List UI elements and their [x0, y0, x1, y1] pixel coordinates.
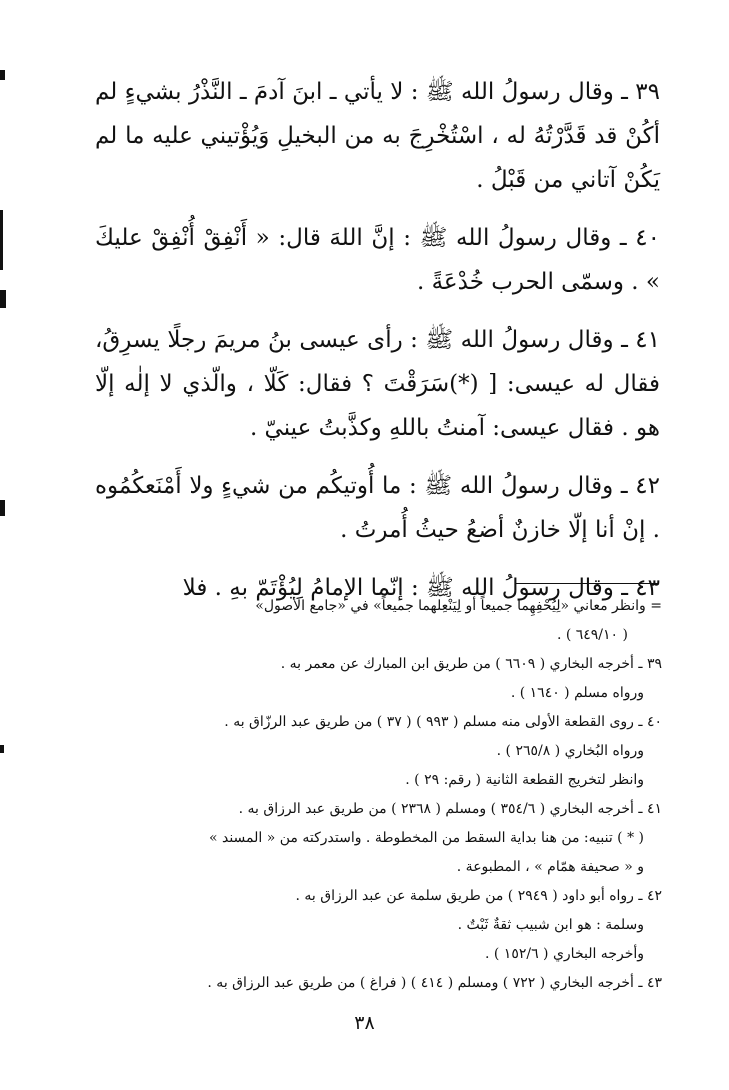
- footnote-continued: = وانظر معاني «لِيُحْفِهِما جميعاً أو لِيَنْعِلهما جميعاً» في «جامع الأصول»: [255, 598, 662, 614]
- footnote-42-cont2: وأخرجه البخاري ( ١٥٢/٦ ) .: [484, 946, 644, 962]
- main-text: [95, 70, 660, 624]
- footnote-41-note-cont: و « صحيفة همّام » ، المطبوعة .: [456, 859, 644, 875]
- footnote-41: ٤١ ـ أخرجه البخاري ( ٣٥٤/٦ ) ومسلم ( ٢٣٦٨ ) من طريق عبد الرزاق به .: [238, 801, 662, 817]
- hadith-43: ٤٣ ـ وقال رسولُ الله ﷺ : إنّما الإمامُ لِيُؤْتَمّ بهِ . فلا: [182, 575, 660, 601]
- footnote-40-cont: ورواه البُخاري ( ٢٦٥/٨ ) .: [496, 743, 644, 759]
- hadith-41: ٤١ ـ وقال رسولُ الله ﷺ : رأى عيسى بنُ مريمَ رجلًا يسرِقُ، فقال له عيسى: [ (*)سَرَقْتَ ؟ فقال: كَلّا ، والّذي لا إلٰه إلّا هو . فقال عيسى: آمنتُ باللهِ وكذَّبتُ عينيّ .: [95, 327, 660, 441]
- margin-mark-5: [0, 745, 4, 753]
- footnote-43: ٤٣ ـ أخرجه البخاري ( ٧٢٢ ) ومسلم ( ٤١٤ ) ( فراغ ) من طريق عبد الرزاق به .: [207, 975, 662, 991]
- margin-mark-4: [0, 500, 5, 516]
- page-number: ٣٨: [354, 1012, 375, 1034]
- footnote-continued-ref: ( ٦٤٩/١٠ ) .: [556, 627, 628, 643]
- footnote-39-cont: ورواه مسلم ( ١٦٤٠ ) .: [510, 685, 644, 701]
- footnote-42: ٤٢ ـ رواه أبو داود ( ٢٩٤٩ ) من طريق سلمة عن عبد الرزاق به .: [295, 888, 662, 904]
- footnote-42-cont: وسلمة : هو ابن شبيب ثقةٌ ثَبْتٌ .: [457, 917, 644, 933]
- margin-mark-2: [0, 210, 3, 270]
- margin-mark-1: [0, 70, 5, 80]
- margin-mark-3: [0, 290, 6, 308]
- hadith-39: ٣٩ ـ وقال رسولُ الله ﷺ : لا يأتي ـ ابنَ آدمَ ـ النَّذْرُ بشيءٍ لم أكُنْ قد قَدَّرْتُهُ له ، اسْتُخْرِجَ به من البخيلِ وَيُؤْتيني عليه ما لم يَكُنْ آتاني من قَبْلُ .: [95, 79, 660, 193]
- footnote-40-cont2: وانظر لتخريج القطعة الثانية ( رقم: ٢٩ ) .: [405, 772, 644, 788]
- footnote-40: ٤٠ ـ روى القطعة الأولى منه مسلم ( ٩٩٣ ) ( ٣٧ ) من طريق عبد الرزّاق به .: [224, 714, 662, 730]
- footnote-41-note: ( * ) تنبيه: من هنا بداية السقط من المخطوطة . واستدركته من « المسند »: [208, 830, 644, 846]
- footnote-39: ٣٩ ـ أخرجه البخاري ( ٦٦٠٩ ) من طريق ابن المبارك عن معمر به .: [280, 656, 662, 672]
- hadith-40: ٤٠ ـ وقال رسولُ الله ﷺ : إنَّ اللهَ قال: « أَنْفِقْ أُنْفِقْ عليكَ » . وسمّى الحرب خُدْعَةً .: [95, 225, 660, 295]
- hadith-42: ٤٢ ـ وقال رسولُ الله ﷺ : ما أُوتيكُم من شيءٍ ولا أَمْنَعكُمُوه . إنْ أنا إلّا خازنٌ أضعُ حيثُ أُمرتُ .: [95, 473, 660, 543]
- footnote-divider: [515, 583, 658, 584]
- footnotes: [70, 592, 662, 998]
